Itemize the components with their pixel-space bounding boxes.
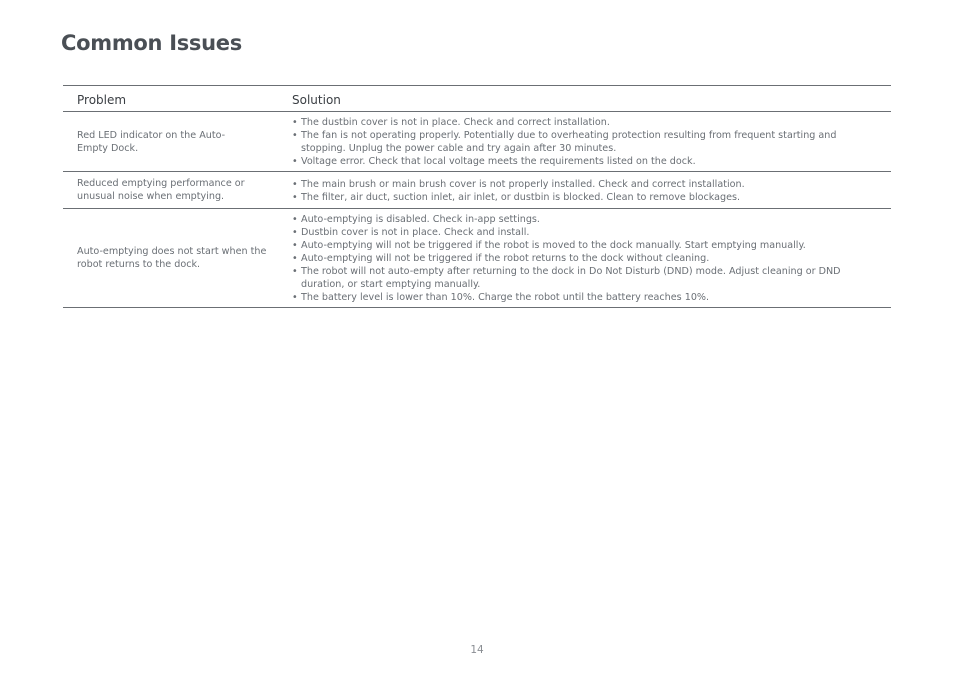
issues-table [63,85,891,308]
table-row [63,209,891,308]
page-number: 14 [470,644,484,656]
problem-cell: Reduced emptying performance or unusual noise when emptying. [63,172,277,209]
problem-cell: Auto-emptying does not start when the robot returns to the dock. [63,209,277,308]
table-row [63,112,891,172]
solution-item: • The fan is not operating properly. Potentially due to overheating protection resulting from frequent starting and stopping. Unplug the power cable and try again after 30 minutes. [292,129,881,155]
solution-cell [277,209,891,308]
solution-item: • The main brush or main brush cover is not properly installed. Check and correct installation. [292,178,881,191]
solution-cell [277,172,891,209]
column-header-solution: Solution [277,86,891,112]
column-header-problem: Problem [63,86,277,112]
solution-item: • Auto-emptying will not be triggered if the robot returns to the dock without cleaning. [292,252,881,265]
solution-list [292,116,881,168]
solution-cell [277,112,891,172]
problem-cell: Red LED indicator on the Auto-Empty Dock. [63,112,277,172]
table-header-row [63,86,891,112]
solution-list [292,213,881,304]
solution-list [292,178,881,204]
solution-item: • The robot will not auto-empty after returning to the dock in Do Not Disturb (DND) mode. Adjust cleaning or DND duration, or start emptying manually. [292,265,881,291]
solution-item: • Voltage error. Check that local voltage meets the requirements listed on the dock. [292,155,881,168]
page-title: Common Issues [61,31,242,55]
solution-item: • The filter, air duct, suction inlet, air inlet, or dustbin is blocked. Clean to remove blockages. [292,191,881,204]
table-row [63,172,891,209]
solution-item: • Dustbin cover is not in place. Check and install. [292,226,881,239]
solution-item: • Auto-emptying will not be triggered if the robot is moved to the dock manually. Start emptying manually. [292,239,881,252]
solution-item: • Auto-emptying is disabled. Check in-app settings. [292,213,881,226]
solution-item: • The battery level is lower than 10%. Charge the robot until the battery reaches 10%. [292,291,881,304]
solution-item: • The dustbin cover is not in place. Check and correct installation. [292,116,881,129]
